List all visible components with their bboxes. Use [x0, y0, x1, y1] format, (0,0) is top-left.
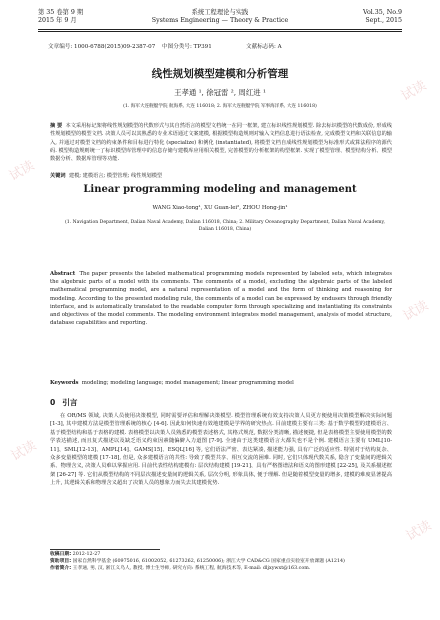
clc-number: 中图分类号: TP391	[162, 44, 212, 50]
watermark: 试读	[8, 438, 40, 465]
header-journal-cn: 系统工程理论与实践	[191, 9, 249, 16]
title-english: Linear programming modeling and management	[83, 184, 357, 195]
footnote	[50, 552, 392, 573]
author-label: 作者简介:	[50, 565, 72, 571]
section-title: 引言	[62, 398, 78, 407]
received-label: 收稿日期:	[50, 552, 72, 557]
article-id: 文章编号: 1000-6788(2015)09-2387-07	[48, 44, 156, 50]
header-vol-en: Vol.35, No.9	[363, 9, 402, 16]
watermark: 试读	[6, 158, 38, 185]
received-date: 2012-12-27	[72, 552, 101, 557]
footnote-author	[50, 566, 392, 573]
header-volume-line: 第 35 卷第 9 期	[38, 9, 84, 16]
keywords-chinese	[50, 173, 392, 180]
watermark: 试读	[403, 518, 435, 545]
abstract-en-label: Abstract	[50, 271, 76, 277]
keywords-cn-label: 关键词	[50, 173, 66, 179]
header-journal	[38, 9, 402, 25]
header-volume-en	[363, 9, 402, 25]
watermark: 试读	[400, 298, 432, 325]
watermark: 试读	[398, 78, 430, 105]
section-number: 0	[50, 398, 56, 407]
footnote-fund	[50, 559, 392, 566]
header-date-en: Sept., 2015	[365, 17, 402, 24]
abstract-english	[50, 270, 392, 327]
abstract-chinese	[50, 122, 392, 163]
authors-chinese: 王孝通 ¹, 徐冠雷 ², 周红进 ¹	[174, 88, 266, 97]
doc-code: 文献标志码: A	[246, 44, 282, 50]
keywords-cn-text: 建模; 建模语言; 模型管理; 线性规划模型	[68, 173, 163, 179]
abstract-cn-label: 摘 要	[50, 123, 63, 129]
keywords-en-text: modeling; modeling language; model management; linear programming model	[81, 380, 294, 386]
header-rule-thin	[38, 31, 402, 32]
header-rule	[38, 29, 402, 30]
affiliation-english: (1. Navigation Department, Dalian Naval Academy, Dalian 116018, China; 2. Military Oceanography Department, Dalian Naval Academy, Dalian 116018, China)	[65, 220, 385, 232]
author-text: 王孝通, 男, 汉, 浙江义乌人, 教授, 博士生导师, 研究方向: 系统工程, 航海技术等, E-mail: dljxywxt@163.com.	[72, 565, 311, 571]
section-heading	[50, 397, 77, 408]
affiliation-chinese: (1. 海军大连舰艇学院 航海系, 大连 116018; 2. 海军大连舰艇学院 军事海洋系, 大连 116018)	[123, 104, 317, 109]
keywords-english	[50, 380, 392, 387]
intro-paragraph: 在 OR/MS 领域, 决策人员使用决策模型, 同时需要评估和理解决策模型. 模型管理系统有效支持决策人员更方便使用决策模型解决实际问题 [1-3], 其中建模方法是模型管理系统的核心 [4-6]. 因此如何快速有效地建模是学界的研究热点. 目前建模主要有三类: 基于数学模型的建模语言、基于模型结构和基于表格的建模. 表格模型以决策人员熟悉的模型表述格式, 其格式规范, 数据分类清晰, 描述便捷, 但是表格模型主要使用模型的数学表达描述, 而且复式描述以及缺乏语义约束因素随偏僻入力道图 [7-9]. 全速由于这类建模语言大都失也不是个例. 建模语言主要有 UML[10-11]、SML[12-13]、AMPL[14]、GAMS[15]、ESQL[16] 等, 它们语法严密、表达紧凑, 描述能力强, 具有广泛的适应性. 特别对于结构复杂、众多变量模型的建模 [17-18], 但是, 众多建模语言的共性: 导致了模型共享、相互交流的困难. 同时, 它们只体现代数关系, 隐含了变量间的逻辑关系、物理含义, 决策人员难以掌握应用. 目前代表性结构建模有: 层次结构建模 [19-21]、具有严格图谱法和语义的图形建模 [22-25], 及关系描述框架 [26-27] 等. 它们从模型结构的不同层次描述变量间的逻辑关系, 层次分明, 形象具体, 便于理解. 但是随着模型变量的增多, 建模的难度显著提高上升, 其逻辑关系和物理含义超出了决策人员的想象力而失去其建模优势.	[50, 413, 392, 487]
header-date-line: 2015 年 9 月	[38, 17, 77, 24]
abstract-cn-text: 本文采用标记架将线性规划模型的代数形式与其自然语言的模型文档统一在同一框架, 建立标识线性规划模型. 除去标识模型的代数成份, 形成线性规划模型的模型文档. 决策人员可以其熟悉的专业术语通过文案建模, 根据模型构造规则对输入文档信息进行语法检查, 完成模型文档和关联信息的输入, 并通过对模型文档的约束条件和目标进行特化 (specialize) 和例化 (instantiated), 将模型文档自成线性规划模型为标准形式或算法程序的源代码. 模型构造规则统一了标识模型库管理中的信息存储与建模库应用相关模型, 完善模型的分析框架的构型框架. 实现了模型管理、模型结构分析、模型数据分析、数据库管理等功能.	[50, 123, 392, 163]
header-journal-en: Systems Engineering — Theory & Practice	[151, 17, 289, 24]
authors-english: WANG Xiao-tong¹, XU Guan-lei², ZHOU Hong-jin¹	[152, 205, 288, 211]
fund-label: 资助项目:	[50, 558, 72, 564]
footnote-received	[50, 552, 392, 559]
title-chinese: 线性规划模型建模和分析管理	[151, 68, 289, 80]
fund-text: 国家自然科学基金 (60975016, 61002052, 61273262, 61250006); 浙江大学 CAD&CG 国家重点实验室开放课题 (A1214)	[72, 558, 345, 564]
footnote-rule	[50, 549, 160, 550]
keywords-en-label: Keywords	[50, 380, 79, 386]
abstract-en-text: The paper presents the labeled mathematical programming models represented by labeled sets, which integrates the algebraic parts of a model with its comments. The comments of a model, excluding the algebraic parts of the labeled mathematical programming model, are a natural representation of a model and the form of thinking and reasoning for modeling. According to the presented modeling rule, the comments of a model can be expressed by endusers through friendly interface, and is automatically translated to the readable computer form through specializing and instantiating its constraints and objectives of the model comments. The modeling environment integrates model management, analysis of model structure, database capabilities and reporting.	[50, 271, 393, 327]
